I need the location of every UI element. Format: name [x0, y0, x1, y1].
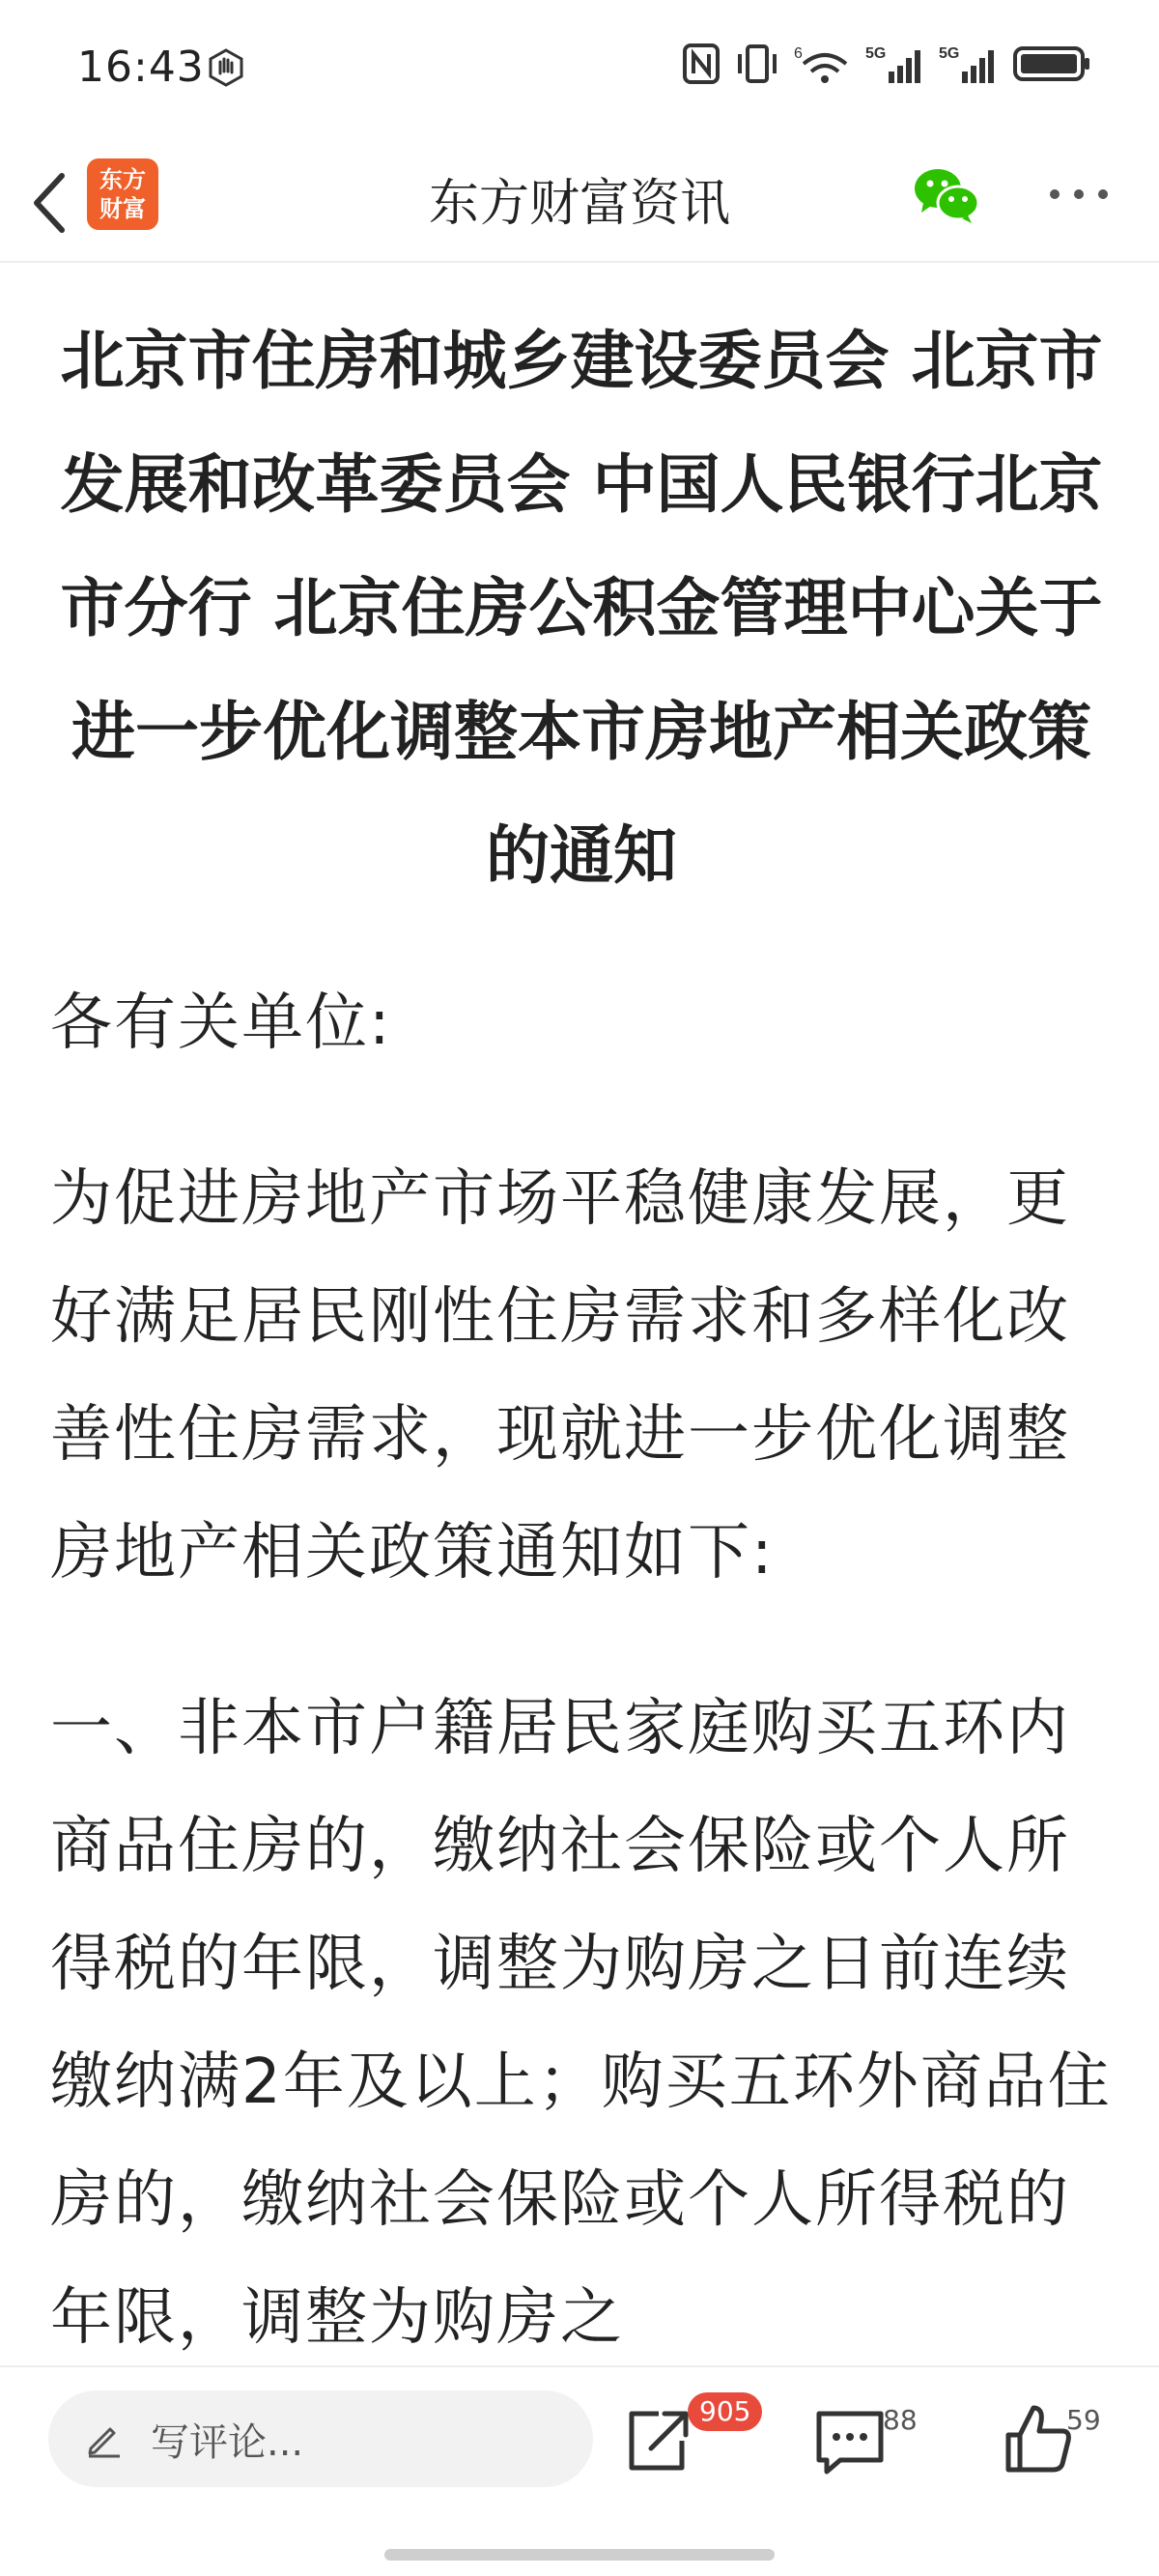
comment-input[interactable]	[48, 2390, 593, 2487]
comment-placeholder: 写评论...	[151, 2420, 304, 2465]
nav-bar	[0, 145, 1159, 263]
signal-2-label: 5G	[939, 45, 960, 62]
article-paragraph-2: 一、非本市户籍居民家庭购买五环内商品住房的，缴纳社会保险或个人所得税的年限，调整为购房之日前连续缴纳满2年及以上；购买五环外商品住房的，缴纳社会保险或个人所得税的年限，调整为购房之	[50, 1693, 1112, 2354]
status-bar	[0, 0, 1159, 145]
signal-1-icon	[865, 43, 925, 85]
nfc-icon	[682, 43, 721, 85]
article-headline: 北京市住房和城乡建设委员会 北京市发展和改革委员会 中国人民银行北京市分行 北京住房公积金管理中心关于进一步优化调整本市房地产相关政策的通知	[60, 324, 1103, 893]
battery-icon	[1012, 43, 1091, 85]
like-count: 59	[1066, 2404, 1101, 2436]
hand-icon	[207, 48, 245, 87]
bottom-action-bar	[0, 2365, 1159, 2576]
status-icons	[682, 43, 1091, 85]
share-count-badge: 905	[688, 2392, 762, 2431]
home-indicator[interactable]	[384, 2549, 775, 2561]
article-paragraph-1: 为促进房地产市场平稳健康发展，更好满足居民刚性住房需求和多样化改善性住房需求，现就进一步优化调整房地产相关政策通知如下:	[50, 1163, 1070, 1589]
article-body	[50, 300, 1113, 2377]
pen-icon	[83, 2418, 126, 2460]
signal-1-label: 5G	[865, 45, 887, 62]
page-title: 东方财富资讯	[428, 175, 730, 233]
wifi-label: 6	[794, 45, 803, 62]
eastmoney-logo: 东方 财富	[87, 158, 158, 230]
wifi-icon	[794, 43, 852, 85]
article-salutation: 各有关单位:	[50, 987, 392, 1059]
wechat-icon[interactable]	[912, 164, 981, 226]
signal-2-icon	[939, 43, 999, 85]
more-options-icon[interactable]	[1045, 180, 1113, 209]
comment-count: 88	[883, 2404, 918, 2436]
status-time: 16:43	[77, 43, 205, 92]
vibrate-icon	[734, 43, 780, 85]
